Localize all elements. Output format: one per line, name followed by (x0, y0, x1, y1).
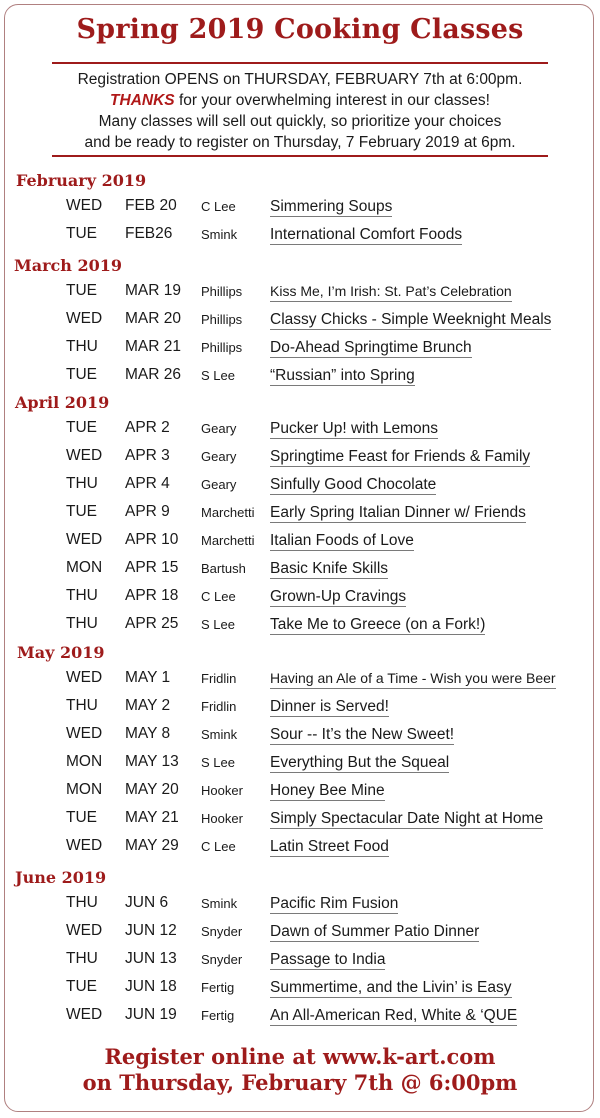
class-instructor: Hooker (201, 811, 243, 826)
class-instructor: Fridlin (201, 671, 237, 686)
class-title-link[interactable]: Classy Chicks - Simple Weeknight Meals (270, 311, 552, 328)
class-title-link[interactable]: Early Spring Italian Dinner w/ Friends (270, 504, 526, 521)
class-day: THU (66, 697, 98, 714)
class-row (0, 559, 600, 583)
class-title-link[interactable]: Pacific Rim Fusion (270, 895, 399, 912)
class-date: MAY 21 (125, 809, 179, 826)
class-instructor: S Lee (201, 755, 235, 770)
class-date: APR 15 (125, 559, 179, 576)
class-title-link[interactable]: Grown-Up Cravings (270, 588, 407, 605)
class-row (0, 225, 600, 249)
class-row (0, 475, 600, 499)
class-instructor: Geary (201, 449, 237, 464)
class-instructor: S Lee (201, 368, 235, 383)
class-title-link[interactable]: Springtime Feast for Friends & Family (270, 448, 531, 465)
class-title-link[interactable]: “Russian” into Spring (270, 367, 415, 384)
class-date: MAY 2 (125, 697, 171, 714)
intro-line-3: Many classes will sell out quickly, so prioritize your choices (98, 113, 502, 130)
class-date: JUN 18 (125, 978, 177, 995)
class-row (0, 781, 600, 805)
class-title-link[interactable]: Simply Spectacular Date Night at Home (270, 810, 544, 827)
class-title-link[interactable]: Sinfully Good Chocolate (270, 476, 437, 493)
class-instructor: C Lee (201, 199, 236, 214)
register-footer (0, 1044, 600, 1096)
class-instructor: Hooker (201, 783, 243, 798)
class-row (0, 338, 600, 362)
class-row (0, 503, 600, 527)
class-row (0, 725, 600, 749)
intro-line-4: and be ready to register on Thursday, 7 February 2019 at 6pm. (84, 134, 516, 151)
class-date: MAY 1 (125, 669, 171, 686)
class-instructor: Phillips (201, 284, 243, 299)
class-title-link[interactable]: International Comfort Foods (270, 226, 463, 243)
class-date: FEB 20 (125, 197, 177, 214)
page-title: Spring 2019 Cooking Classes (76, 14, 524, 45)
class-instructor: Bartush (201, 561, 246, 576)
class-title-link[interactable]: Simmering Soups (270, 198, 393, 215)
class-day: WED (66, 669, 103, 686)
class-row (0, 669, 600, 693)
class-row (0, 753, 600, 777)
class-row (0, 809, 600, 833)
footer-line-1[interactable]: Register online at www.k-art.com (104, 1044, 496, 1069)
class-title-link[interactable]: Kiss Me, I’m Irish: St. Pat’s Celebration (270, 282, 512, 302)
class-date: FEB26 (125, 225, 173, 242)
class-instructor: Snyder (201, 952, 243, 967)
class-day: THU (66, 950, 98, 967)
thanks-emphasis: THANKS (110, 92, 175, 109)
class-day: THU (66, 338, 98, 355)
class-title-link[interactable]: Summertime, and the Livin’ is Easy (270, 979, 512, 996)
class-instructor: Smink (201, 227, 238, 242)
class-row (0, 894, 600, 918)
class-day: WED (66, 531, 103, 548)
class-title-link[interactable]: Latin Street Food (270, 838, 389, 855)
class-date: MAR 19 (125, 282, 181, 299)
footer-line-2: on Thursday, February 7th @ 6:00pm (82, 1070, 518, 1095)
class-date: APR 4 (125, 475, 170, 492)
intro-line-2-rest: for your overwhelming interest in our classes! (174, 92, 490, 109)
class-title-link[interactable]: Basic Knife Skills (270, 560, 389, 577)
class-title-link[interactable]: Sour -- It’s the New Sweet! (270, 726, 455, 743)
intro-line-1: Registration OPENS on THURSDAY, FEBRUARY 7th at 6:00pm. (77, 71, 523, 88)
class-day: THU (66, 587, 98, 604)
class-day: MON (66, 781, 103, 798)
class-day: THU (66, 475, 98, 492)
class-row (0, 310, 600, 334)
class-date: MAR 20 (125, 310, 181, 327)
class-instructor: Phillips (201, 312, 243, 327)
class-title-link[interactable]: An All-American Red, White & ‘QUE (270, 1007, 518, 1024)
class-date: JUN 13 (125, 950, 177, 967)
class-date: JUN 12 (125, 922, 177, 939)
class-day: TUE (66, 503, 97, 520)
class-title-link[interactable]: Dinner is Served! (270, 698, 389, 715)
class-title-link[interactable]: Do-Ahead Springtime Brunch (270, 339, 472, 356)
class-date: MAY 13 (125, 753, 179, 770)
class-row (0, 419, 600, 443)
class-title-link[interactable]: Having an Ale of a Time - Wish you were Beer (270, 669, 556, 689)
class-row (0, 697, 600, 721)
class-date: APR 25 (125, 615, 179, 632)
class-date: MAY 8 (125, 725, 171, 742)
class-instructor: Phillips (201, 340, 243, 355)
class-date: MAR 21 (125, 338, 181, 355)
intro-text (0, 69, 600, 153)
month-heading: February 2019 (16, 171, 147, 190)
class-day: WED (66, 1006, 103, 1023)
class-day: TUE (66, 366, 97, 383)
title-rule (52, 62, 548, 64)
class-row (0, 197, 600, 221)
class-day: TUE (66, 419, 97, 436)
class-instructor: C Lee (201, 589, 236, 604)
class-day: WED (66, 310, 103, 327)
class-day: WED (66, 447, 103, 464)
class-row (0, 1006, 600, 1030)
class-day: WED (66, 837, 103, 854)
class-date: MAR 26 (125, 366, 181, 383)
class-title-link[interactable]: Pucker Up! with Lemons (270, 420, 438, 437)
class-day: WED (66, 725, 103, 742)
class-instructor: Geary (201, 477, 237, 492)
class-instructor: Fertig (201, 980, 235, 995)
intro-line-2 (0, 90, 600, 111)
class-title-link[interactable]: Italian Foods of Love (270, 532, 414, 549)
class-title-link[interactable]: Honey Bee Mine (270, 782, 385, 799)
class-date: MAY 20 (125, 781, 179, 798)
class-instructor: Snyder (201, 924, 243, 939)
class-day: TUE (66, 809, 97, 826)
class-row (0, 978, 600, 1002)
class-row (0, 366, 600, 390)
class-date: MAY 29 (125, 837, 179, 854)
class-day: WED (66, 922, 103, 939)
intro-rule (52, 155, 548, 157)
month-heading: March 2019 (14, 256, 122, 275)
class-date: APR 2 (125, 419, 170, 436)
class-instructor: Smink (201, 727, 238, 742)
class-row (0, 587, 600, 611)
class-title-link[interactable]: Passage to India (270, 951, 386, 968)
class-title-link[interactable]: Everything But the Squeal (270, 754, 450, 771)
class-instructor: Geary (201, 421, 237, 436)
month-heading: April 2019 (15, 393, 110, 412)
class-instructor: Smink (201, 896, 238, 911)
class-row (0, 922, 600, 946)
class-row (0, 282, 600, 306)
class-date: JUN 6 (125, 894, 169, 911)
class-date: APR 18 (125, 587, 179, 604)
class-day: TUE (66, 282, 97, 299)
class-date: APR 10 (125, 531, 179, 548)
class-day: MON (66, 753, 103, 770)
class-instructor: Marchetti (201, 533, 255, 548)
class-date: JUN 19 (125, 1006, 177, 1023)
class-instructor: S Lee (201, 617, 235, 632)
class-instructor: Fridlin (201, 699, 237, 714)
month-heading: May 2019 (17, 643, 105, 662)
class-row (0, 837, 600, 861)
month-heading: June 2019 (15, 868, 107, 887)
class-day: TUE (66, 225, 97, 242)
class-day: MON (66, 559, 103, 576)
class-row (0, 531, 600, 555)
class-title-link[interactable]: Dawn of Summer Patio Dinner (270, 923, 480, 940)
class-title-link[interactable]: Take Me to Greece (on a Fork!) (270, 616, 486, 633)
class-row (0, 950, 600, 974)
class-date: APR 3 (125, 447, 170, 464)
class-row (0, 615, 600, 639)
class-date: APR 9 (125, 503, 170, 520)
class-instructor: Marchetti (201, 505, 255, 520)
class-day: THU (66, 894, 98, 911)
class-row (0, 447, 600, 471)
class-day: THU (66, 615, 98, 632)
class-day: TUE (66, 978, 97, 995)
class-instructor: Fertig (201, 1008, 235, 1023)
class-instructor: C Lee (201, 839, 236, 854)
class-day: WED (66, 197, 103, 214)
